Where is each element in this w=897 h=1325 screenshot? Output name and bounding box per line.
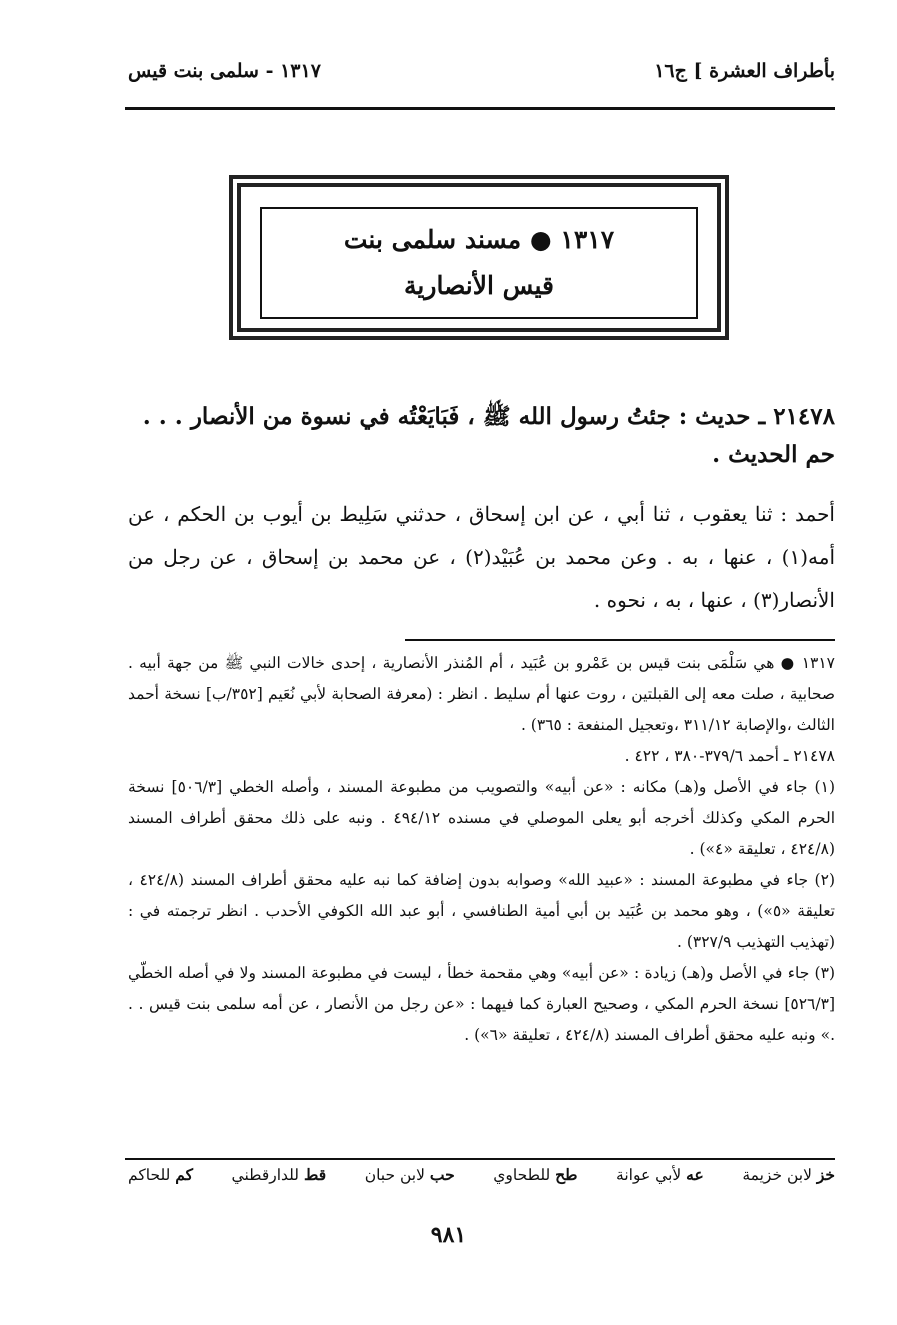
footnote-1: (١) جاء في الأصل و(هـ) مكانه : «عن أبيه» والتصويب من مطبوعة المسند ، وأصله الخطي [٥٠٦/٣] نسخة الحرم المكي وكذلك أخرجه أبو يعلى الموصلي في مسنده ٤٩٤/١٢ . ونبه على ذلك محقق أطراف المسند (٤٢٤/٨ ، تعليقة «٤») . [128,778,836,858]
header-divider [125,107,835,110]
footnote-biography: ١٣١٧ ● هي سَلْمَى بنت قيس بن عَمْرو بن عُبَيد ، أم المُنذر الأنصارية ، إحدى خالات النبي ﷺ من جهة أبيه . صحابية ، صلت معه إلى القبلتين ، روت عنها أم سليط . انظر : (معرفة الصحابة لأبي نُعَيم [٣٥٢/ب] نسخة أحمد الثالث ،والإصابة ٣١١/١٢ ،وتعجيل المنفعة : ٣٦٥) . [128,654,835,734]
abbreviation-key [128,1165,835,1184]
hadith-text: ٢١٤٧٨ ـ حديث : جئتُ رسول الله ﷺ ، فَبَايَعْتُه في نسوة من الأنصار . . . حم الحديث . [142,403,835,468]
footnote-divider [405,639,835,641]
section-title-box [260,207,698,319]
abbrev-item: قط للدارقطني [231,1165,327,1184]
abbrev-item: خز لابن خزيمة [742,1165,835,1184]
abbrev-item: كم للحاكم [128,1165,193,1184]
footer-divider [125,1158,835,1160]
abbrev-item: طح للطحاوي [493,1165,578,1184]
running-header-book: بأطراف العشرة ] ج١٦ [654,60,835,82]
running-header-section: ١٣١٧ - سلمى بنت قيس [128,60,321,82]
abbrev-item: عه لأبي عوانة [616,1165,704,1184]
section-title-line-2: قيس الأنصارية [404,271,554,300]
abbrev-item: حب لابن حبان [364,1165,455,1184]
footnote-2: (٢) جاء في مطبوعة المسند : «عبيد الله» وصوابه بدون إضافة كما نبه عليه محقق أطراف المسند (٤٢٤/٨ ، تعليقة «٥») ، وهو محمد بن عُبَيد بن أبي أمية الطنافسي ، أبو عبد الله الكوفي الأحدب . انظر ترجمته في : (تهذيب التهذيب ٣٢٧/٩) . [128,871,835,951]
footnote-reference: ٢١٤٧٨ ـ أحمد ٣٧٩/٦-٣٨٠ ، ٤٢٢ . [624,747,835,765]
hadith-chain: أحمد : ثنا يعقوب ، ثنا أبي ، عن ابن إسحاق ، حدثني سَلِيط بن أيوب بن الحكم ، عن أمه(١) ، عنها ، به . وعن محمد بن عُبَيْد(٢) ، عن محمد بن إسحاق ، عن رجل من الأنصار(٣) ، عنها ، به ، نحوه . [128,502,835,612]
footnote-3: (٣) جاء في الأصل و(هـ) زيادة : «عن أبيه» وهي مقحمة خطأ ، ليست في مطبوعة المسند ولا في أصله الخطّي [٥٢٦/٣] نسخة الحرم المكي ، وصحيح العبارة كما فيهما : «عن رجل من الأنصار ، عن أمه سلمى بنت قيس . . .» ونبه عليه محقق أطراف المسند (٤٢٤/٨ ، تعليقة «٦») . [128,964,835,1044]
page-number: ٩٨١ [430,1222,467,1248]
section-title-line-1: ١٣١٧ ● مسند سلمى بنت [343,225,615,254]
footnotes [128,648,835,1051]
